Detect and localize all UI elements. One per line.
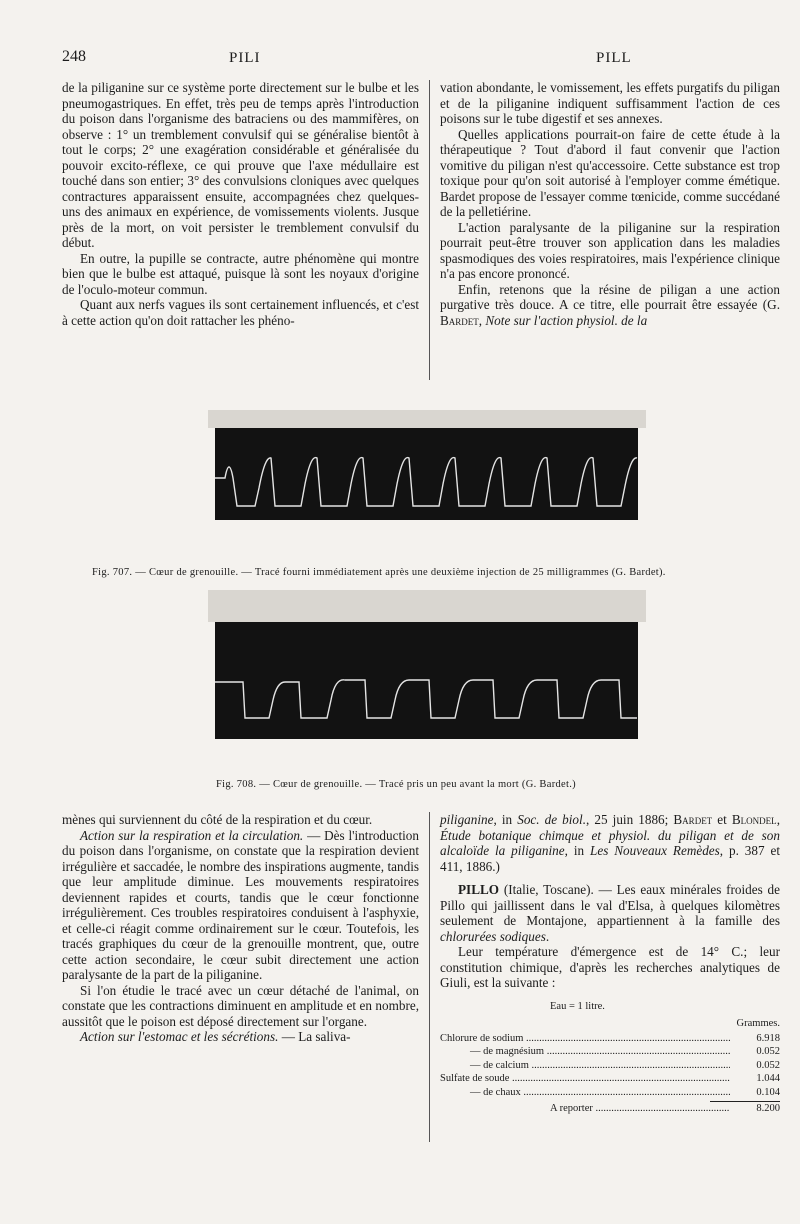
entry-heading: PILLO (458, 882, 500, 897)
paragraph (62, 1029, 419, 1045)
text: , in (564, 843, 591, 858)
column-divider-top (429, 80, 430, 380)
row-name: Chlorure de sodium ..... (440, 1032, 730, 1046)
table-total-row (440, 1102, 780, 1116)
text: Enfin, retenons que la résine de piligan a une action purgative très douce. A ce titre, elle pourrait être essayée (G. (440, 281, 780, 312)
table-unit-header: Grammes. (736, 1018, 780, 1029)
heart-trace-figure-708 (215, 622, 638, 739)
text: , 25 juin 1886; (586, 812, 674, 827)
paragraph: En outre, la pupille se contracte, autre phénomène qui montre bien que le bulbe est attaqué, puisque là sont les noyaux d'origine de l'oculo-moteur commun. (62, 250, 419, 297)
total-label: A reporter ..... (440, 1102, 730, 1116)
composition-table (440, 1032, 780, 1116)
text: (Italie, Toscane). — Les eaux minérales froides de Pillo qui jaillissent dans le val d'Elsa, à quelques kilomètres seulement de Montajone, appartiennent à la famille des (440, 882, 780, 928)
text: Soc. de biol. (517, 812, 586, 827)
paragraph: Si l'on étudie le tracé avec un cœur détaché de l'animal, on constate que les contractions diminuent en amplitude et en nombre, aussitôt que le poison est déposé directement sur l'organe. (62, 982, 419, 1029)
column-bottom-left (62, 812, 419, 1045)
row-value: 6.918 (756, 1032, 780, 1044)
figure-caption (92, 567, 666, 578)
running-head-right: PILL (596, 50, 632, 66)
total-value: 8.200 (756, 1103, 780, 1114)
row-value: 0.052 (756, 1046, 780, 1057)
section-heading: Action sur l'estomac et les sécrétions. (80, 1029, 279, 1044)
figure-backdrop (208, 410, 646, 428)
figure-caption (216, 779, 576, 790)
text: , p. 387 et 411, 1886.) (440, 843, 781, 874)
reference-title: Étude botanique chimque et physiol. du piligan et de son alcaloïde la piliganine (440, 827, 780, 858)
paragraph: vation abondante, le vomissement, les effets purgatifs du piligan et de la piliganine indiquent suffisamment l'action de ces poisons sur le tube digestif et ses annexes. (440, 80, 780, 126)
paragraph: Quelles applications pourrait-on faire de cette étude à la thérapeutique ? Tout d'abord il faut convenir que l'action vomitive du piligan n'est qu'accessoire. Cette substance est trop toxique pour qu'on soit autorisé à l'employer comme émétique. Bardet propose de l'essayer comme tœnicide, comme succédané de la pelletiérine. (440, 126, 780, 219)
paragraph: de la piliganine sur ce système porte directement sur le bulbe et les pneumogastriques. En effet, très peu de temps après l'introduction du poison dans l'organisme des batraciens ou des mammifères, on observe : 1° un tremblement convulsif qui se généralise bientôt à tout le corps; 2° une exagération considérable et généralisée du pouvoir excito-réflexe, ce qui prouve que l'axe médullaire est touché dans son entier; 3° des convulsions cloniques avec quelques contractures apparaissent ensuite, accompagnées chez quelques-uns des animaux en expérience, de vomissements violents. Jusque près de la mort, on voit persister le tremblement convulsif du début. (62, 80, 419, 250)
reference (440, 812, 780, 874)
paragraph (440, 882, 780, 944)
paragraph (62, 828, 419, 983)
figure-label: Fig. 708. (216, 779, 257, 790)
paragraph: Quant aux nerfs vagues ils sont certainement influencés, et c'est à cette action qu'on doit rattacher les phéno- (62, 297, 419, 328)
table-caption: Eau = 1 litre. (550, 1000, 605, 1012)
text: chlorurées sodiques (440, 928, 546, 944)
reference-title: Note sur l'action physiol. de la (485, 312, 648, 328)
page-number: 248 (62, 48, 86, 65)
caption-text: — Cœur de grenouille. — Tracé pris un peu avant la mort (G. Bardet.) (256, 779, 576, 790)
journal-title: Les Nouveaux Remèdes (590, 843, 720, 858)
row-name: — de chaux ..... (440, 1086, 730, 1100)
row-name: — de magnésium ..... (440, 1045, 730, 1059)
table-row (440, 1059, 780, 1073)
text: , (478, 312, 486, 328)
row-name: Sulfate de soude ..... (440, 1072, 730, 1086)
row-name: — de calcium ..... (440, 1059, 730, 1073)
column-bottom-right (440, 812, 780, 1116)
table-row (440, 1086, 780, 1100)
author-name: Bardet (673, 812, 713, 827)
row-value: 1.044 (756, 1073, 780, 1084)
trace-line-icon (215, 622, 638, 739)
heart-trace-figure-707 (215, 428, 638, 520)
paragraph: Leur température d'émergence est de 14° C.; leur constitution chimique, d'après les recherches analytiques de Giuli, est la suivante : (440, 944, 780, 990)
text: — La saliva- (278, 1029, 351, 1044)
paragraph: L'action paralysante de la piliganine sur la respiration pourrait peut-être trouver son application dans les maladies spasmodiques des voies respiratoires, mais l'expérience clinique n'a pas encore prononcé. (440, 219, 780, 281)
paragraph (440, 282, 780, 329)
text: piliganine (440, 812, 494, 827)
trace-line-icon (215, 428, 638, 520)
column-top-right (440, 80, 780, 328)
caption-text: — Cœur de grenouille. — Tracé fourni immédiatement après une deuxième injection de 25 milligrammes (G. Bardet). (132, 567, 666, 578)
row-value: 0.052 (756, 1059, 780, 1071)
figure-backdrop (208, 590, 646, 622)
text: — Dès l'introduction du poison dans l'organisme, on constate que la respiration devient irrégulière et saccadée, le nombre des inspirations augmente, tandis que leur amplitude diminue. Les mouvements respiratoires deviennent rapides et courts, tandis que le cœur fonctionne irrégulièrement. Ces troubles respiratoires conduisent à l'asphyxie, et celle-ci réagit comme ordinairement sur le cœur. Toutefois, les tracés graphiques du cœur de la grenouille montrent, que, outre cette action secondaire, le cœur subit directement une action paralysante de la part de la piliganine. (62, 827, 419, 982)
column-divider-bottom (429, 812, 430, 1142)
running-head-left: PILI (229, 50, 261, 66)
column-top-left (62, 80, 419, 328)
section-heading: Action sur la respiration et la circulation. (80, 827, 304, 843)
table-row (440, 1072, 780, 1086)
figure-label: Fig. 707. (92, 567, 133, 578)
table-row (440, 1032, 780, 1046)
row-value: 0.104 (756, 1086, 780, 1098)
table-row (440, 1045, 780, 1059)
author-name: Bardet (440, 312, 479, 328)
text: , in (493, 812, 518, 827)
text: , (776, 812, 780, 827)
text: . (545, 928, 550, 944)
author-name: Blondel (731, 812, 777, 827)
text: et (712, 812, 732, 827)
paragraph: mènes qui surviennent du côté de la respiration et du cœur. (62, 812, 373, 827)
